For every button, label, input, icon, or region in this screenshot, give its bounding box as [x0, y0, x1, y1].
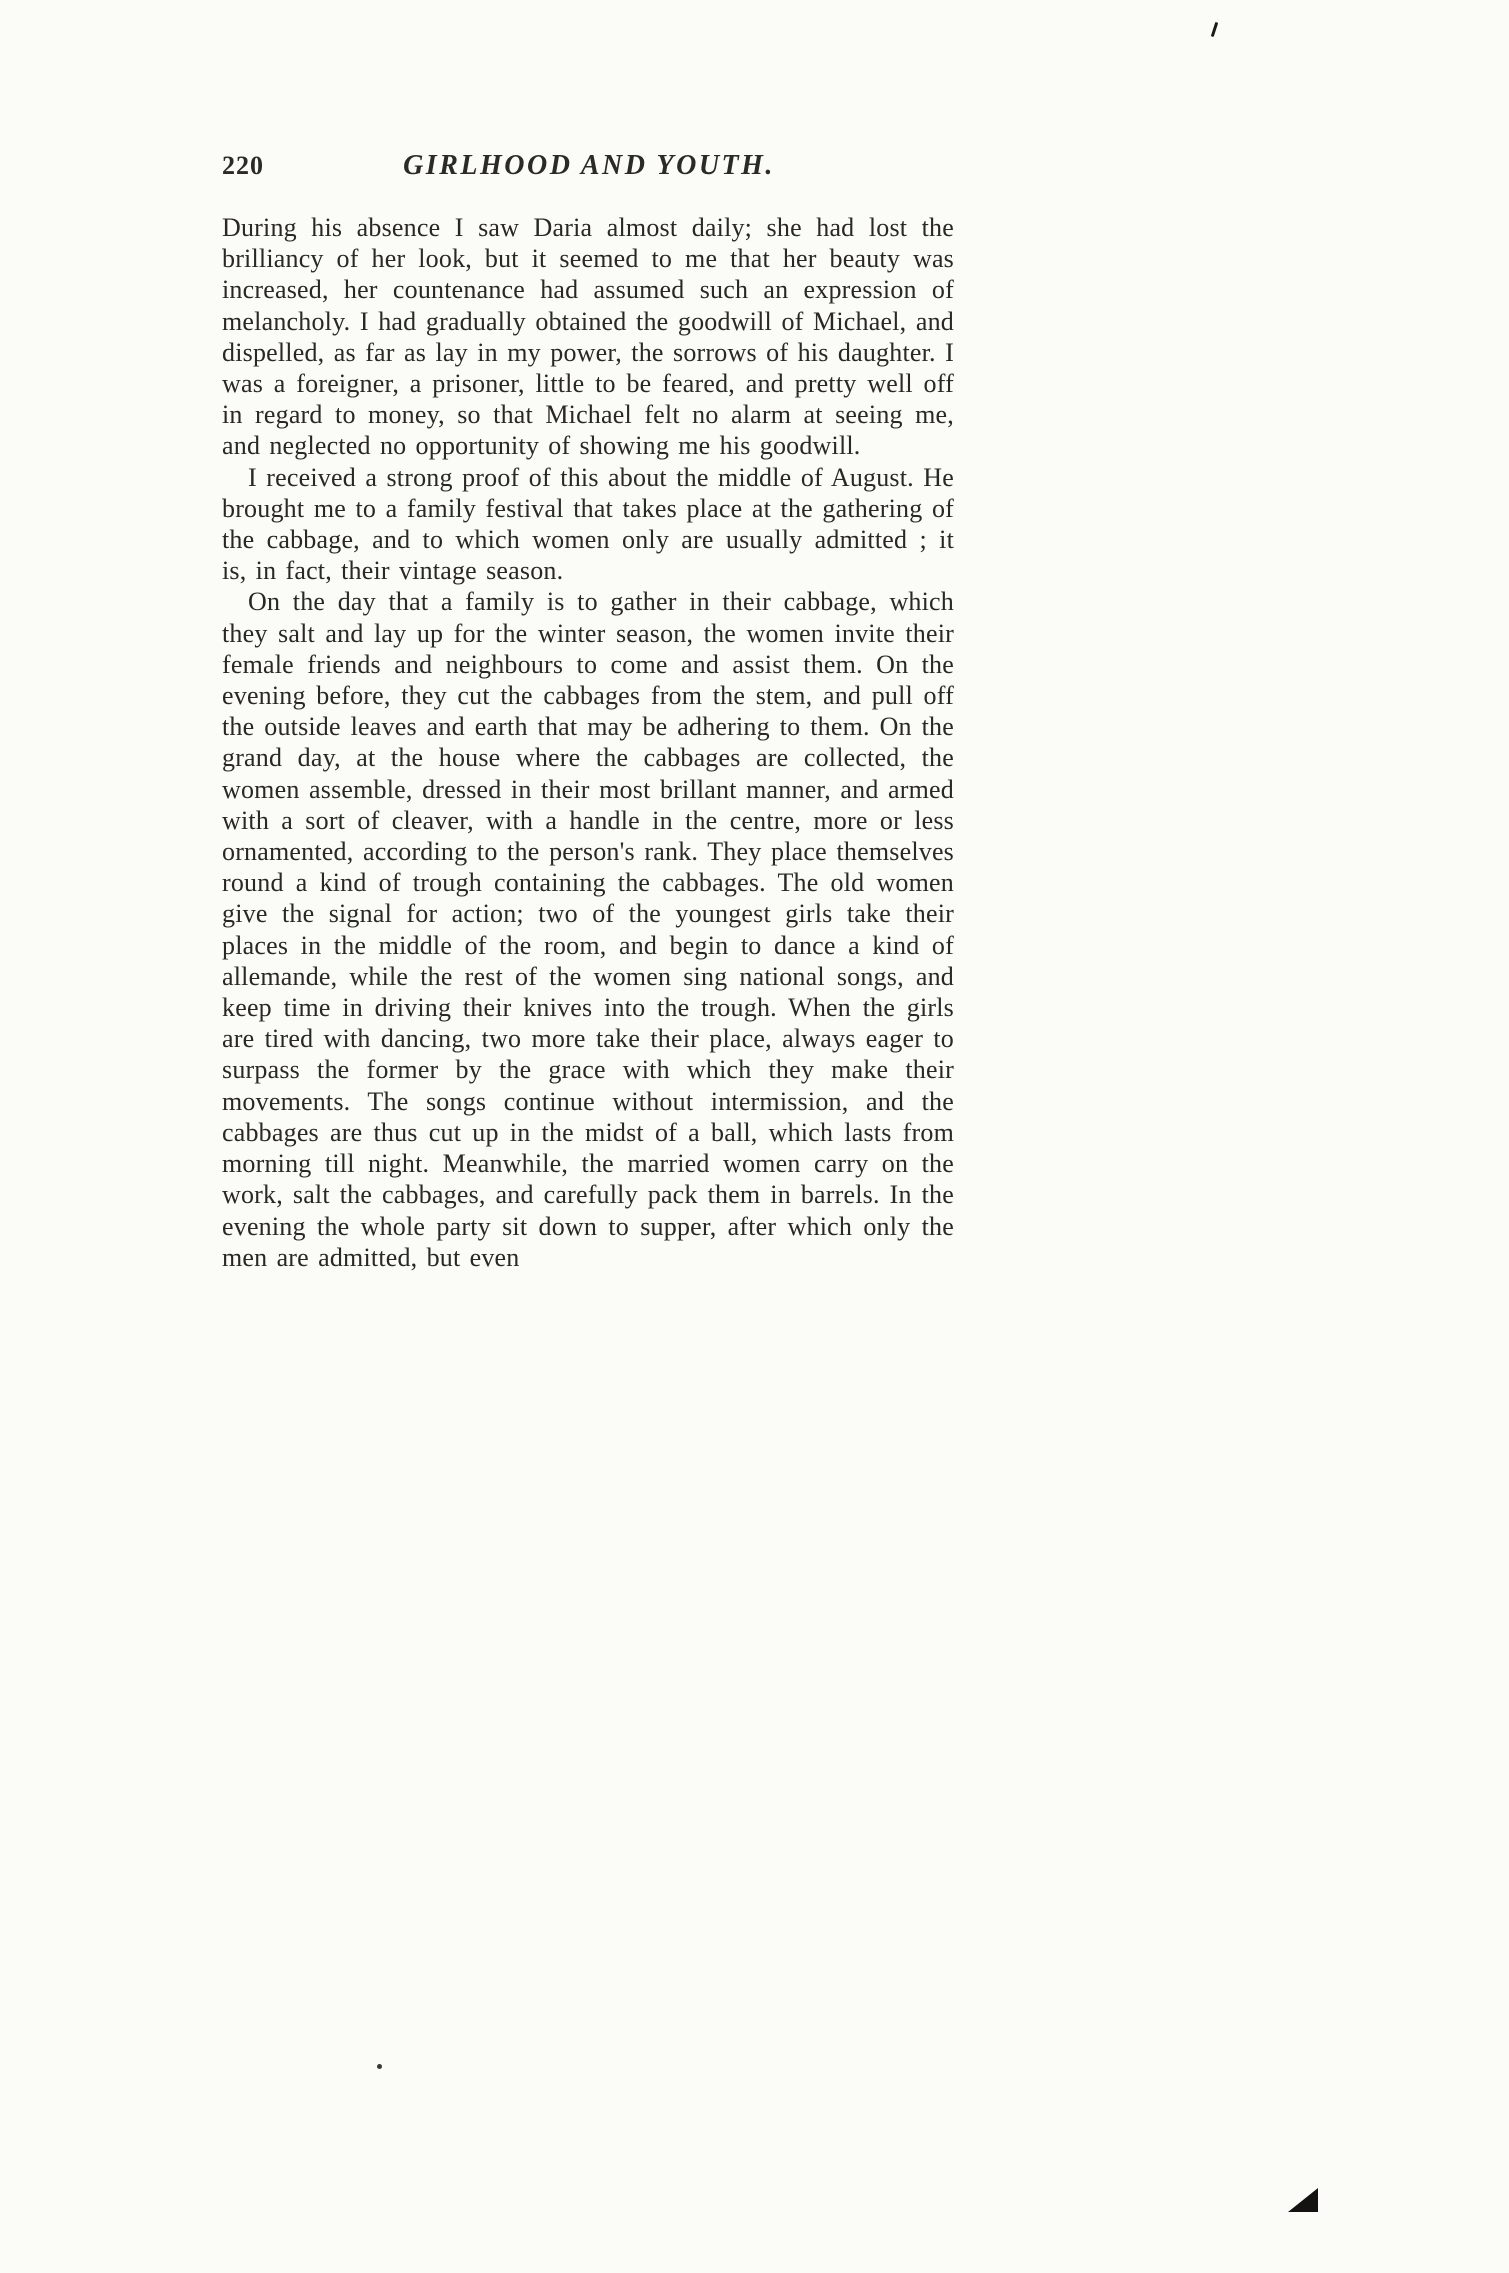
running-header	[222, 150, 954, 182]
paragraph: During his absence I saw Daria almost daily; she had lost the brilliancy of her look, but it seemed to me that her beauty was increased, her countenance had assumed such an expression of melancholy. I had gradually obtained the goodwill of Michael, and dispelled, as far as lay in my power, the sorrows of his daughter. I was a foreigner, a prisoner, little to be feared, and pretty well off in regard to money, so that Michael felt no alarm at seeing me, and neglected no opportunity of showing me his goodwill.	[222, 213, 954, 461]
page-text-block	[222, 150, 954, 1273]
scan-artifact-dot-icon	[377, 2064, 382, 2069]
page-number: 220	[222, 151, 264, 180]
paragraph: I received a strong proof of this about the middle of August. He brought me to a family festival that takes place at the gathering of the cabbage, and to which women only are usually admitted ; it is, in fact, their vintage season.	[222, 462, 954, 586]
paragraph: On the day that a family is to gather in their cabbage, which they salt and lay up for the winter season, the women invite their female friends and neighbours to come and assist them. On the evening before, they cut the cabbages from the stem, and pull off the outside leaves and earth that may be adhering to them. On the grand day, at the house where the cabbages are collected, the women assemble, dressed in their most brillant manner, and armed with a sort of cleaver, with a handle in the centre, more or less ornamented, according to the person's rank. They place themselves round a kind of trough containing the cabbages. The old women give the signal for action; two of the youngest girls take their places in the middle of the room, and begin to dance a kind of allemande, while the rest of the women sing national songs, and keep time in driving their knives into the trough. When the girls are tired with dancing, two more take their place, always eager to surpass the former by the grace with which they make their movements. The songs continue without intermission, and the cabbages are thus cut up in the midst of a ball, which lasts from morning till night. Meanwhile, the married women carry on the work, salt the cabbages, and carefully pack them in barrels. In the evening the whole party sit down to supper, after which only the men are admitted, but even	[222, 587, 954, 1272]
page-title: GIRLHOOD AND YOUTH.	[403, 150, 775, 181]
body-text	[222, 212, 954, 1273]
scan-artifact-triangle-icon	[1288, 2188, 1318, 2212]
scan-artifact-tick-icon	[1211, 22, 1218, 37]
